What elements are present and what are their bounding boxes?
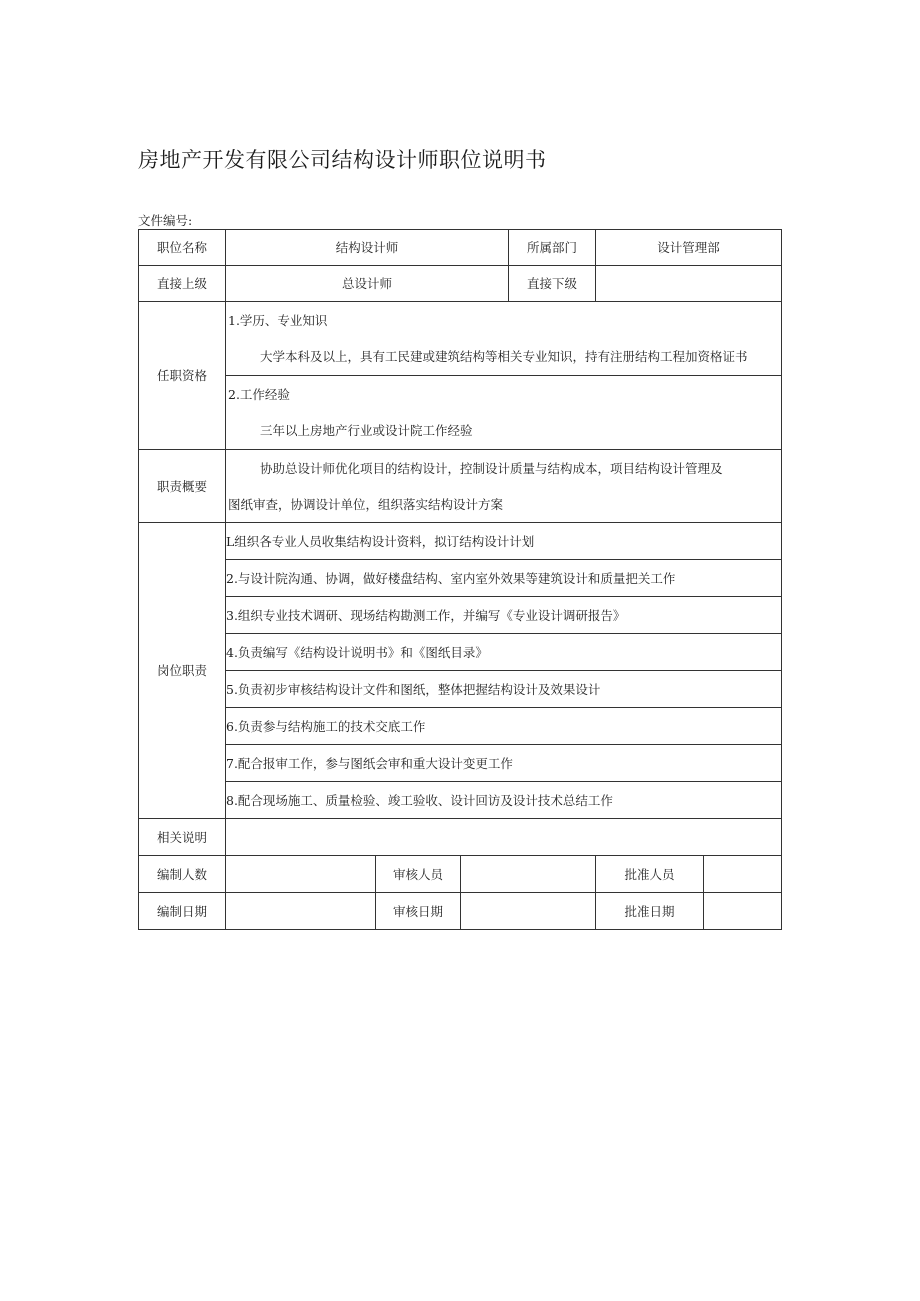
table-row <box>139 671 782 708</box>
table-row <box>139 266 782 302</box>
qualification-label: 任职资格 <box>139 302 226 450</box>
approved-date-value <box>704 893 782 930</box>
duty-item-3: 3.组织专业技术调研、现场结构勘测工作，并编写《专业设计调研报告》 <box>226 597 782 634</box>
table-row <box>139 708 782 745</box>
duty-item-8: 8.配合现场施工、质量检验、竣工验收、设计回访及设计技术总结工作 <box>226 782 782 819</box>
reviewed-date-label: 审核日期 <box>376 893 461 930</box>
position-name-label: 职位名称 <box>139 230 226 266</box>
reviewed-by-label: 审核人员 <box>376 856 461 893</box>
summary-line-1: 协助总设计师优化项目的结构设计，控制设计质量与结构成本，项目结构设计管理及 <box>260 460 723 476</box>
direct-subordinate-value <box>596 266 782 302</box>
approved-by-label: 批准人员 <box>596 856 704 893</box>
experience-text: 三年以上房地产行业或设计院工作经验 <box>226 413 782 450</box>
duty-item-2: 2.与设计院沟通、协调，做好楼盘结构、室内室外效果等建筑设计和质量把关工作 <box>226 560 782 597</box>
direct-subordinate-label: 直接下级 <box>509 266 596 302</box>
table-row <box>139 302 782 339</box>
direct-superior-label: 直接上级 <box>139 266 226 302</box>
experience-title: 2.工作经验 <box>226 376 782 413</box>
summary-content <box>226 450 782 523</box>
table-row <box>139 230 782 266</box>
table-row <box>139 376 782 413</box>
prepared-date-value <box>226 893 376 930</box>
table-row <box>139 560 782 597</box>
table-row <box>139 597 782 634</box>
file-number-label: 文件编号: <box>138 213 193 228</box>
duties-label: 岗位职责 <box>139 523 226 819</box>
table-row <box>139 523 782 560</box>
summary-line-2: 图纸审查，协调设计单位，组织落实结构设计方案 <box>228 496 504 512</box>
department-value: 设计管理部 <box>596 230 782 266</box>
approved-by-value <box>704 856 782 893</box>
prepared-by-value <box>226 856 376 893</box>
table-row <box>139 819 782 856</box>
department-label: 所属部门 <box>509 230 596 266</box>
summary-label: 职责概要 <box>139 450 226 523</box>
table-row <box>139 450 782 523</box>
duty-item-4: 4.负责编写《结构设计说明书》和《图纸目录》 <box>226 634 782 671</box>
direct-superior-value: 总设计师 <box>226 266 509 302</box>
reviewed-date-value <box>461 893 596 930</box>
table-row <box>139 856 782 893</box>
approved-date-label: 批准日期 <box>596 893 704 930</box>
table-row <box>139 782 782 819</box>
duty-item-1: L组织各专业人员收集结构设计资料，拟订结构设计计划 <box>226 523 782 560</box>
table-row <box>139 634 782 671</box>
job-description-table <box>138 229 782 930</box>
table-row <box>139 413 782 450</box>
education-title: 1.学历、专业知识 <box>226 302 782 339</box>
prepared-by-label: 编制人数 <box>139 856 226 893</box>
notes-label: 相关说明 <box>139 819 226 856</box>
page-title: 房地产开发有限公司结构设计师职位说明书 <box>138 148 547 172</box>
duty-item-7: 7.配合报审工作，参与图纸会审和重大设计变更工作 <box>226 745 782 782</box>
table-row <box>139 893 782 930</box>
table-row <box>139 745 782 782</box>
duty-item-6: 6.负责参与结构施工的技术交底工作 <box>226 708 782 745</box>
prepared-date-label: 编制日期 <box>139 893 226 930</box>
position-name-value: 结构设计师 <box>226 230 509 266</box>
reviewed-by-value <box>461 856 596 893</box>
duty-item-5: 5.负责初步审核结构设计文件和图纸，整体把握结构设计及效果设计 <box>226 671 782 708</box>
table-row <box>139 339 782 376</box>
notes-value <box>226 819 782 856</box>
education-text: 大学本科及以上，具有工民建或建筑结构等相关专业知识，持有注册结构工程加资格证书 <box>226 339 782 376</box>
